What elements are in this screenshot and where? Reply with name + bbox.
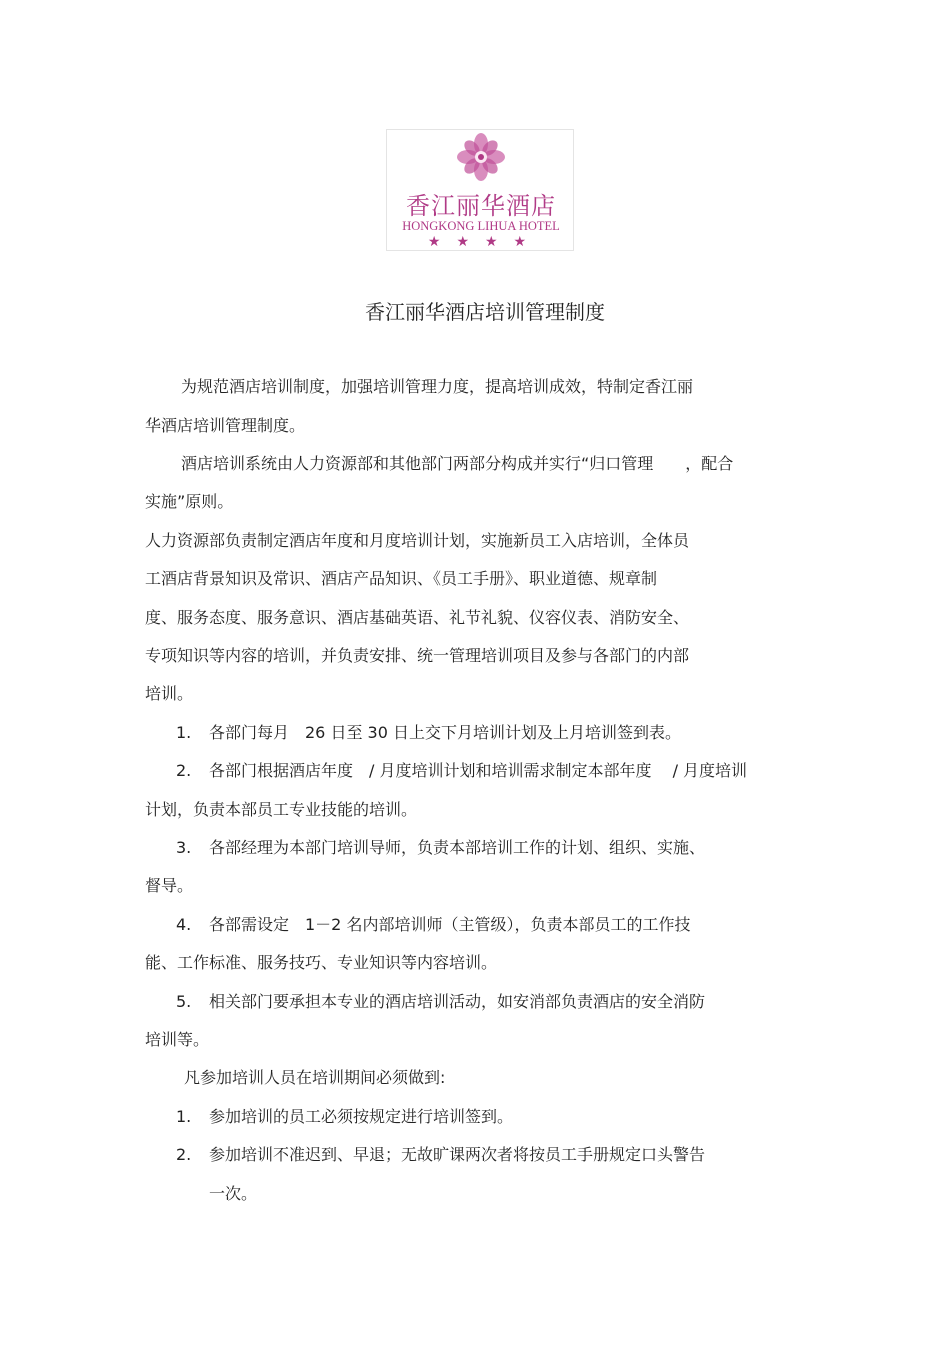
document-title: 香江丽华酒店培训管理制度 xyxy=(365,300,605,324)
flower-emblem-icon xyxy=(457,132,505,182)
logo-name-cn: 香江丽华酒店 xyxy=(406,192,556,220)
list-number: 1. xyxy=(176,1107,192,1126)
list-item: 各部需设定 1－2 名内部培训师（主管级），负责本部员工的工作技 xyxy=(209,915,691,934)
paragraph-line: 专项知识等内容的培训，并负责安排、统一管理培训项目及参与各部门的内部 xyxy=(145,646,690,665)
paragraph-line: 人力资源部负责制定酒店年度和月度培训计划，实施新员工入店培训，全体员 xyxy=(145,531,690,550)
list-number: 5. xyxy=(176,992,192,1011)
list-item: 各部门根据酒店年度 / 月度培训计划和培训需求制定本部年度 / 月度培训 xyxy=(209,761,748,780)
paragraph-line: 度、服务态度、服务意识、酒店基础英语、礼节礼貌、仪容仪表、消防安全、 xyxy=(145,608,690,627)
list-item: 相关部门要承担本专业的酒店培训活动，如安消部负责酒店的安全消防 xyxy=(209,992,706,1011)
list-item-continued: 能、工作标准、服务技巧、专业知识等内容培训。 xyxy=(145,953,498,972)
list-item-continued: 计划，负责本部员工专业技能的培训。 xyxy=(145,800,418,819)
hotel-logo xyxy=(386,129,574,251)
paragraph-line: 为规范酒店培训制度，加强培训管理力度，提高培训成效，特制定香江丽 xyxy=(181,377,694,396)
list-number: 1. xyxy=(176,723,192,742)
paragraph-line: 酒店培训系统由人力资源部和其他部门两部分构成并实行“归口管理 ，配合 xyxy=(181,454,734,473)
list-number: 4. xyxy=(176,915,192,934)
paragraph-line: 工酒店背景知识及常识、酒店产品知识、《员工手册》、职业道德、规章制 xyxy=(145,569,658,588)
paragraph-line: 华酒店培训管理制度。 xyxy=(145,416,306,435)
list-number: 2. xyxy=(176,1145,192,1164)
list-number: 2. xyxy=(176,761,192,780)
list-item: 各部门每月 26 日至 30 日上交下月培训计划及上月培训签到表。 xyxy=(209,723,681,742)
list-item: 参加培训的员工必须按规定进行培训签到。 xyxy=(209,1107,514,1126)
paragraph-line: 凡参加培训人员在培训期间必须做到: xyxy=(184,1068,446,1087)
logo-stars: ★★★★ xyxy=(427,234,543,250)
list-item: 参加培训不准迟到、早退；无故旷课两次者将按员工手册规定口头警告 xyxy=(209,1145,706,1164)
paragraph-line: 实施”原则。 xyxy=(145,492,234,511)
list-item-continued: 培训等。 xyxy=(145,1030,210,1049)
list-item-continued: 督导。 xyxy=(145,876,194,895)
logo-name-en: HONGKONG LIHUA HOTEL xyxy=(402,219,560,233)
list-number: 3. xyxy=(176,838,192,857)
list-item: 各部经理为本部门培训导师，负责本部培训工作的计划、组织、实施、 xyxy=(209,838,706,857)
list-item-continued: 一次。 xyxy=(209,1184,258,1203)
paragraph-line: 培训。 xyxy=(145,684,194,703)
